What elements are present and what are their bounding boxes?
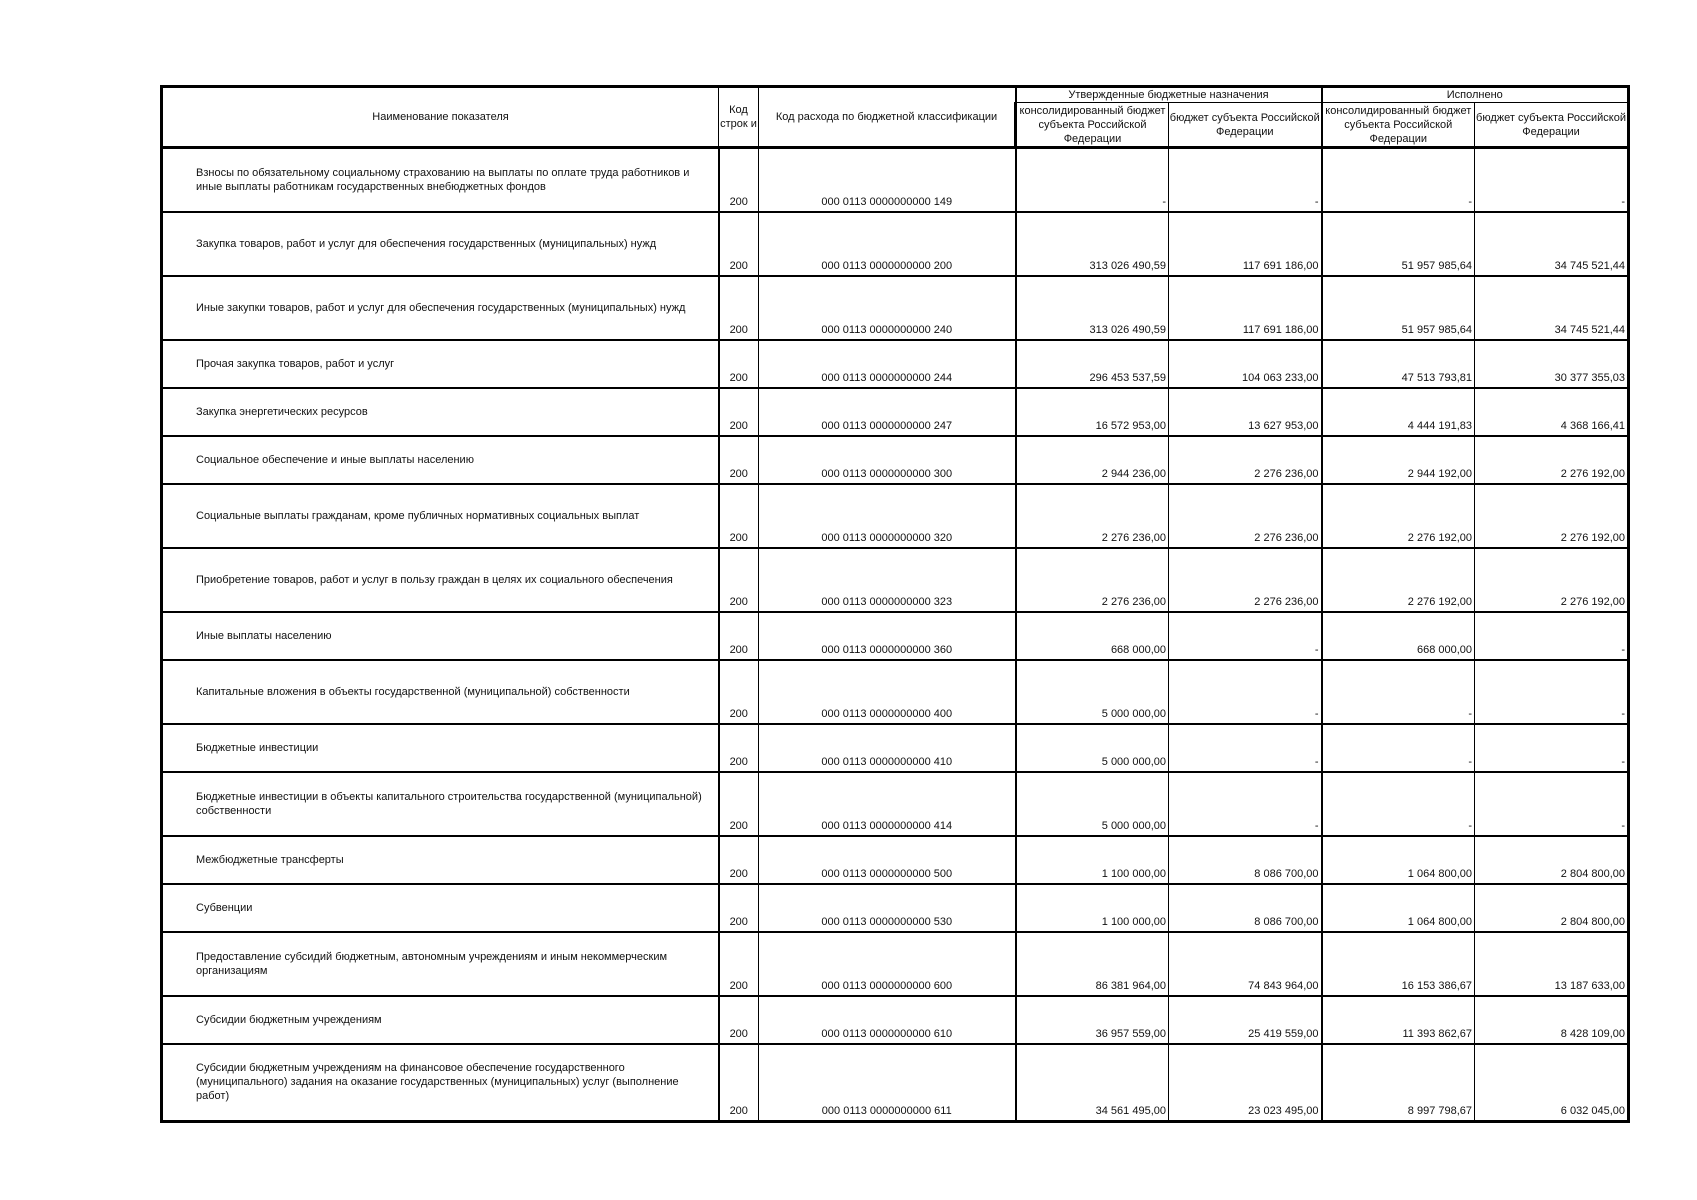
row-executed-subject: - [1475,148,1629,212]
row-name-text: Иные выплаты населению [196,629,332,642]
row-executed-subject: 4 368 166,41 [1475,388,1629,436]
row-name-text: Бюджетные инвестиции [196,741,319,754]
table-row [162,1044,1629,1122]
row-executed-consolidated: 2 944 192,00 [1322,436,1475,484]
row-approved-consolidated: 5 000 000,00 [1016,660,1169,724]
row-approved-subject: - [1169,724,1322,772]
row-approved-consolidated: 16 572 953,00 [1016,388,1169,436]
row-budget-code: 000 0113 0000000000 410 [759,724,1016,772]
row-budget-code: 000 0113 0000000000 323 [759,548,1016,612]
table-row [162,772,1629,836]
row-budget-code: 000 0113 0000000000 320 [759,484,1016,548]
row-approved-subject: 104 063 233,00 [1169,340,1322,388]
row-name-text: Бюджетные инвестиции в объекты капитального строительства государственной (муниципальной) собственности [196,790,702,817]
row-budget-code: 000 0113 0000000000 600 [759,932,1016,996]
header-executed-consolidated: консолидированный бюджет субъекта Российской Федерации [1322,103,1475,148]
row-name-text: Субвенции [196,901,253,914]
row-line-code: 200 [719,436,759,484]
row-executed-consolidated: 668 000,00 [1322,612,1475,660]
row-approved-consolidated: 2 276 236,00 [1016,548,1169,612]
table-row [162,836,1629,884]
header-budget-code: Код расхода по бюджетной классификации [759,87,1016,148]
header-approved-group: Утвержденные бюджетные назначения [1016,87,1322,103]
budget-execution-table [160,85,1630,1123]
row-approved-consolidated: 668 000,00 [1016,612,1169,660]
row-name-text: Приобретение товаров, работ и услуг в пользу граждан в целях их социального обеспечения [196,573,673,586]
row-approved-consolidated: 2 944 236,00 [1016,436,1169,484]
row-name [162,148,719,212]
row-name-text: Прочая закупка товаров, работ и услуг [196,357,395,370]
table-row [162,436,1629,484]
row-name [162,612,719,660]
row-line-code: 200 [719,772,759,836]
row-name-text: Взносы по обязательному социальному страхованию на выплаты по оплате труда работников и иные выплаты работникам государственных внебюджетных фондов [196,166,690,193]
row-name [162,724,719,772]
row-executed-consolidated: 1 064 800,00 [1322,836,1475,884]
row-executed-consolidated: 51 957 985,64 [1322,276,1475,340]
header-approved-subject: бюджет субъекта Российской Федерации [1169,103,1322,148]
row-line-code: 200 [719,1044,759,1122]
row-executed-consolidated: - [1322,772,1475,836]
row-executed-subject: 13 187 633,00 [1475,932,1629,996]
row-name [162,436,719,484]
header-name: Наименование показателя [162,87,719,148]
header-executed-subject: бюджет субъекта Российской Федерации [1475,103,1629,148]
row-executed-consolidated: 11 393 862,67 [1322,996,1475,1044]
row-approved-subject: 2 276 236,00 [1169,436,1322,484]
row-line-code: 200 [719,148,759,212]
row-budget-code: 000 0113 0000000000 360 [759,612,1016,660]
row-budget-code: 000 0113 0000000000 400 [759,660,1016,724]
row-approved-consolidated: 2 276 236,00 [1016,484,1169,548]
row-executed-subject: 6 032 045,00 [1475,1044,1629,1122]
row-budget-code: 000 0113 0000000000 240 [759,276,1016,340]
row-name [162,932,719,996]
table-row [162,148,1629,212]
header-line-code: Код строк и [719,87,759,148]
row-line-code: 200 [719,548,759,612]
table-row [162,276,1629,340]
row-name [162,884,719,932]
row-executed-subject: - [1475,724,1629,772]
row-executed-subject: 30 377 355,03 [1475,340,1629,388]
row-name [162,996,719,1044]
row-budget-code: 000 0113 0000000000 610 [759,996,1016,1044]
row-name-text: Закупка товаров, работ и услуг для обеспечения государственных (муниципальных) нужд [196,237,657,250]
row-approved-consolidated: 1 100 000,00 [1016,884,1169,932]
row-line-code: 200 [719,612,759,660]
row-executed-consolidated: 1 064 800,00 [1322,884,1475,932]
row-approved-consolidated: 296 453 537,59 [1016,340,1169,388]
row-approved-consolidated: 36 957 559,00 [1016,996,1169,1044]
table-row [162,484,1629,548]
row-executed-consolidated: 8 997 798,67 [1322,1044,1475,1122]
row-name [162,548,719,612]
table-row [162,884,1629,932]
row-executed-subject: 2 804 800,00 [1475,836,1629,884]
row-name-text: Капитальные вложения в объекты государственной (муниципальной) собственности [196,685,630,698]
row-name [162,836,719,884]
row-budget-code: 000 0113 0000000000 300 [759,436,1016,484]
row-budget-code: 000 0113 0000000000 530 [759,884,1016,932]
row-name [162,484,719,548]
row-executed-subject: 34 745 521,44 [1475,276,1629,340]
row-executed-consolidated: - [1322,724,1475,772]
row-line-code: 200 [719,996,759,1044]
row-approved-subject: 13 627 953,00 [1169,388,1322,436]
row-executed-subject: - [1475,772,1629,836]
row-approved-subject: - [1169,772,1322,836]
row-executed-consolidated: 4 444 191,83 [1322,388,1475,436]
row-executed-consolidated: 51 957 985,64 [1322,212,1475,276]
row-line-code: 200 [719,276,759,340]
row-approved-subject: 25 419 559,00 [1169,996,1322,1044]
row-approved-consolidated: 34 561 495,00 [1016,1044,1169,1122]
row-name-text: Субсидии бюджетным учреждениям на финансовое обеспечение государственного (муниципального) задания на оказание государственных (муниципальных) услуг (выполнение работ) [196,1062,679,1103]
table-row [162,612,1629,660]
row-name-text: Субсидии бюджетным учреждениям [196,1013,382,1026]
row-budget-code: 000 0113 0000000000 500 [759,836,1016,884]
table-row [162,548,1629,612]
row-name [162,212,719,276]
row-executed-subject: 2 276 192,00 [1475,484,1629,548]
row-executed-consolidated: 2 276 192,00 [1322,548,1475,612]
row-approved-consolidated: 5 000 000,00 [1016,724,1169,772]
table-header [162,87,1629,148]
row-executed-consolidated: 2 276 192,00 [1322,484,1475,548]
row-name-text: Иные закупки товаров, работ и услуг для обеспечения государственных (муниципальных) нужд [196,301,686,314]
row-approved-subject: 23 023 495,00 [1169,1044,1322,1122]
row-budget-code: 000 0113 0000000000 200 [759,212,1016,276]
row-executed-subject: 34 745 521,44 [1475,212,1629,276]
row-executed-consolidated: 16 153 386,67 [1322,932,1475,996]
row-name-text: Закупка энергетических ресурсов [196,405,368,418]
row-executed-consolidated: 47 513 793,81 [1322,340,1475,388]
row-approved-consolidated: 86 381 964,00 [1016,932,1169,996]
row-line-code: 200 [719,484,759,548]
row-approved-subject: 8 086 700,00 [1169,836,1322,884]
table-body [162,148,1629,1122]
row-executed-subject: - [1475,660,1629,724]
row-line-code: 200 [719,388,759,436]
row-approved-subject: - [1169,612,1322,660]
row-name-text: Предоставление субсидий бюджетным, автономным учреждениям и иным некоммерческим организациям [196,950,668,977]
row-name [162,1044,719,1122]
table-row [162,932,1629,996]
row-budget-code: 000 0113 0000000000 414 [759,772,1016,836]
row-approved-consolidated: 1 100 000,00 [1016,836,1169,884]
table-row [162,388,1629,436]
row-line-code: 200 [719,212,759,276]
row-approved-subject: 8 086 700,00 [1169,884,1322,932]
row-approved-subject: 117 691 186,00 [1169,212,1322,276]
row-budget-code: 000 0113 0000000000 247 [759,388,1016,436]
row-approved-consolidated: 313 026 490,59 [1016,212,1169,276]
row-approved-subject: 2 276 236,00 [1169,548,1322,612]
row-name [162,340,719,388]
row-name-text: Социальные выплаты гражданам, кроме публичных нормативных социальных выплат [196,509,640,522]
row-line-code: 200 [719,884,759,932]
row-executed-consolidated: - [1322,148,1475,212]
row-line-code: 200 [719,724,759,772]
row-name [162,388,719,436]
row-executed-consolidated: - [1322,660,1475,724]
table-row [162,996,1629,1044]
row-executed-subject: - [1475,612,1629,660]
row-approved-subject: - [1169,148,1322,212]
row-executed-subject: 8 428 109,00 [1475,996,1629,1044]
row-line-code: 200 [719,836,759,884]
header-approved-consolidated: консолидированный бюджет субъекта Российской Федерации [1016,103,1169,148]
row-name [162,660,719,724]
row-approved-subject: 117 691 186,00 [1169,276,1322,340]
row-name [162,276,719,340]
row-name-text: Межбюджетные трансферты [196,853,344,866]
table-row [162,212,1629,276]
row-executed-subject: 2 804 800,00 [1475,884,1629,932]
row-budget-code: 000 0113 0000000000 611 [759,1044,1016,1122]
row-approved-subject: - [1169,660,1322,724]
row-approved-subject: 74 843 964,00 [1169,932,1322,996]
row-budget-code: 000 0113 0000000000 149 [759,148,1016,212]
row-line-code: 200 [719,660,759,724]
row-approved-consolidated: 5 000 000,00 [1016,772,1169,836]
table-row [162,724,1629,772]
row-executed-subject: 2 276 192,00 [1475,548,1629,612]
row-approved-subject: 2 276 236,00 [1169,484,1322,548]
row-budget-code: 000 0113 0000000000 244 [759,340,1016,388]
row-approved-consolidated: 313 026 490,59 [1016,276,1169,340]
table-row [162,340,1629,388]
row-name [162,772,719,836]
row-name-text: Социальное обеспечение и иные выплаты населению [196,453,474,466]
header-executed-group: Исполнено [1322,87,1629,103]
row-line-code: 200 [719,340,759,388]
row-executed-subject: 2 276 192,00 [1475,436,1629,484]
row-line-code: 200 [719,932,759,996]
table-row [162,660,1629,724]
row-approved-consolidated: - [1016,148,1169,212]
